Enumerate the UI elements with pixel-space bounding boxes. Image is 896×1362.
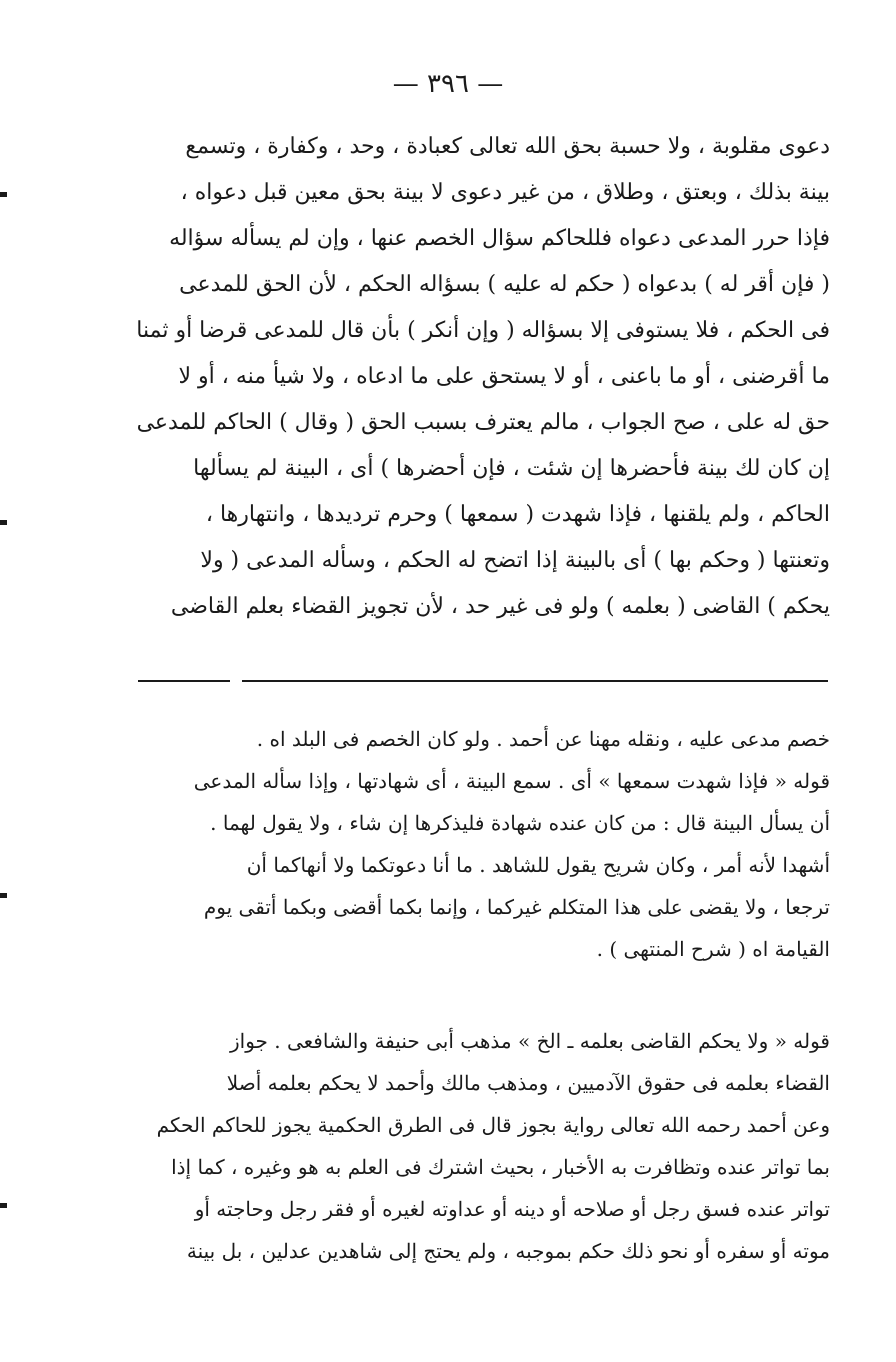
footnote-separator-long: [242, 680, 828, 682]
footnote-qadi-ilm: [145, 1020, 830, 1272]
footnote-line: القيامة اه ( شرح المنتهى ) .: [596, 937, 830, 961]
footnotes: [145, 718, 830, 1272]
binding-mark: [0, 520, 7, 525]
binding-mark: [0, 1203, 7, 1208]
main-text-line: فى الحكم ، فلا يستوفى إلا بسؤاله ( وإن أنكر ) بأن قال للمدعى قرضا أو ثمنا: [136, 318, 830, 343]
footnote-line: قوله « ولا يحكم القاضى بعلمه ـ الخ » مذهب أبى حنيفة والشافعى . جواز: [230, 1029, 830, 1053]
main-text: [130, 124, 830, 630]
main-text-line: حق له على ، صح الجواب ، مالم يعترف بسبب الحق ( وقال ) الحاكم للمدعى: [136, 410, 830, 435]
footnote-shahadat: [145, 760, 830, 970]
main-text-line: يحكم ) القاضى ( بعلمه ) ولو فى غير حد ، لأن تجويز القضاء بعلم القاضى: [170, 594, 830, 619]
main-text-line: دعوى مقلوبة ، ولا حسبة بحق الله تعالى كعبادة ، وحد ، وكفارة ، وتسمع: [185, 134, 830, 159]
main-text-line: بينة بذلك ، وبعتق ، وطلاق ، من غير دعوى لا بينة بحق معين قبل دعواه ،: [180, 180, 830, 205]
footnote-line: قوله « فإذا شهدت سمعها » أى . سمع البينة ، أى شهادتها ، وإذا سأله المدعى: [193, 769, 830, 793]
main-text-line: فإذا حرر المدعى دعواه فللحاكم سؤال الخصم عنها ، وإن لم يسأله سؤاله: [169, 226, 830, 251]
footnote-gap: [145, 970, 830, 1020]
main-text-line: ما أقرضنى ، أو ما باعنى ، أو لا يستحق على ما ادعاه ، ولا شيأ منه ، أو لا: [178, 364, 830, 389]
footnote-line: تواتر عنده فسق رجل أو صلاحه أو دينه أو عداوته لغيره أو فقر رجل وحاجته أو: [194, 1197, 830, 1221]
binding-mark: [0, 192, 7, 197]
footnote-line: القضاء بعلمه فى حقوق الآدميين ، ومذهب مالك وأحمد لا يحكم بعلمه أصلا: [226, 1071, 830, 1095]
footnote-line: أشهدا لأنه أمر ، وكان شريح يقول للشاهد . ما أنا دعوتكما ولا أنهاكما أن: [246, 853, 830, 877]
footnote-line: أن يسأل البينة قال : من كان عنده شهادة فليذكرها إن شاء ، ولا يقول لهما .: [210, 811, 830, 835]
footnote-separator-short: [138, 680, 230, 682]
footnote-continuation: [145, 718, 830, 760]
main-text-line: الحاكم ، ولم يلقنها ، فإذا شهدت ( سمعها ) وحرم ترديدها ، وانتهارها ،: [205, 502, 830, 527]
binding-mark: [0, 893, 7, 898]
page-number: — ٣٩٦ —: [392, 69, 504, 99]
main-text-line: ( فإن أقر له ) بدعواه ( حكم له عليه ) بسؤاله الحكم ، لأن الحق للمدعى: [179, 272, 830, 297]
main-text-line: وتعنتها ( وحكم بها ) أى بالبينة إذا اتضح له الحكم ، وسأله المدعى ( ولا: [200, 548, 830, 573]
main-text-line: إن كان لك بينة فأحضرها إن شئت ، فإن أحضرها ) أى ، البينة لم يسألها: [193, 456, 830, 481]
footnote-line: وعن أحمد رحمه الله تعالى رواية بجوز قال فى الطرق الحكمية يجوز للحاكم الحكم: [156, 1113, 830, 1137]
footnote-line: موته أو سفره أو نحو ذلك حكم بموجبه ، ولم يحتج إلى شاهدين عدلين ، بل بينة: [186, 1239, 830, 1263]
footnote-line: خصم مدعى عليه ، ونقله مهنا عن أحمد . ولو كان الخصم فى البلد اه .: [256, 727, 830, 751]
footnote-line: بما تواتر عنده وتظافرت به الأخبار ، بحيث اشترك فى العلم به هو وغيره ، كما إذا: [171, 1155, 830, 1179]
footnote-line: ترجعا ، ولا يقضى على هذا المتكلم غيركما ، وإنما بكما أقضى وبكما أتقى يوم: [203, 895, 830, 919]
